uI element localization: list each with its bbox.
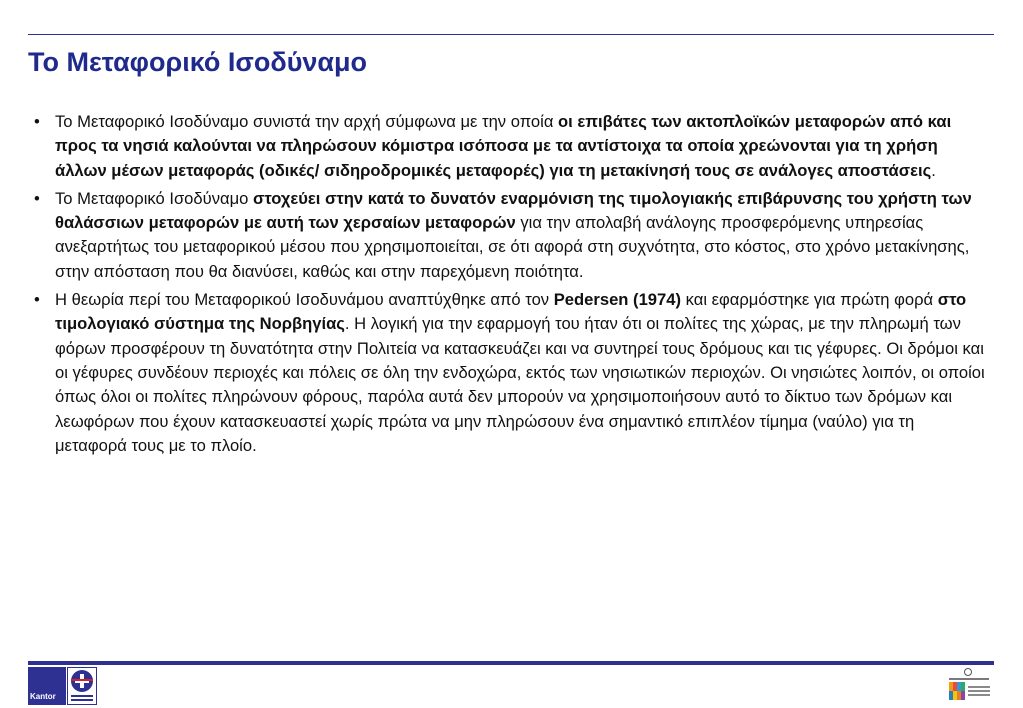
text-run: Το Μεταφορικό Ισοδύναμο συνιστά την αρχή σύμφωνα με την οποία xyxy=(55,112,559,131)
bullet-list xyxy=(32,110,987,462)
slide-title: Το Μεταφορικό Ισοδύναμο xyxy=(28,47,368,77)
transport-institute-logo-icon xyxy=(67,667,97,705)
kantor-logo xyxy=(28,667,66,705)
text-run: Η θεωρία περί του Μεταφορικού Ισοδυνάμου αναπτύχθηκε από τον xyxy=(55,290,554,310)
text-run: για την απολαβή ανάλογης προσφερόμενης υπηρεσίας ανεξαρτήτως του μεταφορικού μέσου που χρησιμοποιείται, σε ότι αφορά στη συχνότητα, στο κόστος, στο χρόνο μετακίνησης, στην απόσταση που θα διανύσει, καθώς και στην παρεχόμενη ποιότητα. xyxy=(55,213,970,281)
text-run: και εφαρμόστηκε για πρώτη φορά xyxy=(681,290,938,310)
bullet-marker: • xyxy=(34,112,40,131)
ministry-logo-icon xyxy=(945,668,993,706)
bottom-divider xyxy=(28,661,994,665)
bullet-item xyxy=(32,187,987,284)
bold-text-run: οι επιβάτες των ακτοπλοϊκών μεταφορών από και προς τα νησιά καλούνται να πληρώσουν κόμιστρα ισόποσα με τα αντίστοιχα τα οποία χρεώνονται για τη χρήση άλλων μέσων μεταφοράς (οδικές/ σιδηροδρομικές μεταφορές) για τη μετακίνησή τους σε ανάλογες αποστάσεις xyxy=(55,112,952,180)
bold-text-run: Pedersen (1974) xyxy=(553,290,682,310)
bullet-item xyxy=(32,110,987,183)
kantor-logo-text: Kantor xyxy=(30,692,56,701)
bullet-marker: • xyxy=(34,188,40,208)
text-run: . Η λογική για την εφαρμογή του ήταν ότι οι πολίτες της χώρας, με την πληρωμή των φόρων προσφέρουν τη δυνατότητα στην Πολιτεία να κατασκευάζει και να συντηρεί τους δρόμους και τις γέφυρες. Οι δρόμοι και οι γέφυρες συνδέουν περιοχές και πόλεις σε όλη την ενδοχώρα, εκτός των νησιωτικών περιοχών. Οι νησιώτες λοιπόν, οι οποίοι όπως όλοι οι πολίτες πληρώνουν φόρους, παρόλα αυτά δεν μπορούν να χρησιμοποιήσουν αυτό το δίκτυο των δρόμων και λεωφόρων που έχουν κατασκευαστεί χωρίς πρώτα να μην πληρώσουν ένα σημαντικό επιπλέον τίμημα (ναύλο) για τη μεταφορά τους με το πλοίο. xyxy=(55,314,985,455)
bullet-marker: • xyxy=(34,290,40,310)
bold-text-run: στοχεύει στην κατά το δυνατόν εναρμόνιση της τιμολογιακής επιβάρυνσης του χρήστη των θαλάσσιων μεταφορών με αυτή των χερσαίων μεταφορών xyxy=(55,188,972,233)
bullet-item xyxy=(32,288,987,458)
text-run: Το Μεταφορικό Ισοδύναμο xyxy=(55,188,254,208)
text-run: . xyxy=(931,160,936,180)
bold-text-run: στο τιμολογιακό σύστημα της Νορβηγίας xyxy=(55,290,967,334)
top-divider xyxy=(28,34,994,35)
